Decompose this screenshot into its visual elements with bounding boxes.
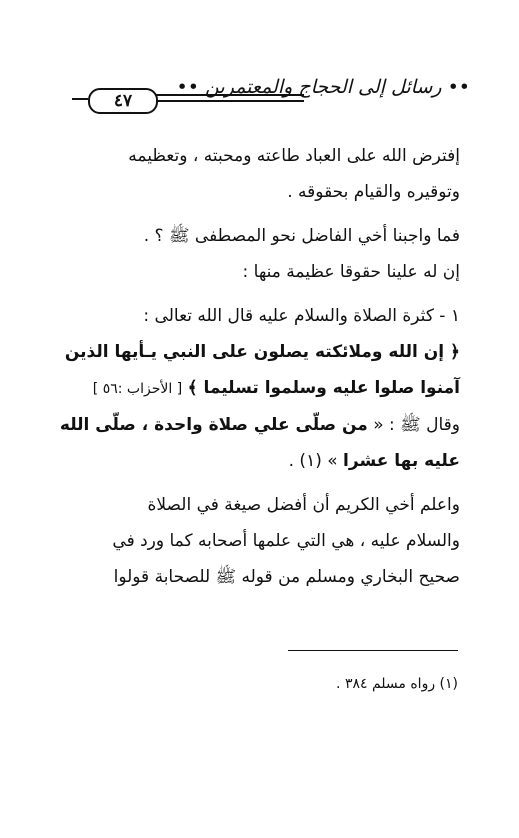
paragraph-first-right — [59, 298, 460, 479]
footnote-separator — [288, 650, 458, 651]
hadith-text: عليه بها عشرا — [343, 451, 460, 471]
hadith-citation: » (١) . — [288, 451, 338, 471]
text-line: والسلام عليه ، هي التي علمها أصحابه كما ورد في — [112, 531, 460, 551]
text-line: إن له علينا حقوقا عظيمة منها : — [242, 262, 460, 282]
running-title: •• رسائل إلى الحجاج والمعتمرين •• — [176, 76, 470, 98]
page-body — [59, 138, 460, 595]
hadith-intro: وقال ﷺ : « — [373, 415, 460, 435]
verse-reference: [ الأحزاب :٥٦ ] — [92, 381, 183, 397]
text-line: صحيح البخاري ومسلم من قوله ﷺ للصحابة قولوا — [113, 567, 460, 587]
footnote: (١) رواه مسلم ٣٨٤ . — [336, 676, 458, 692]
quran-verse-line: ﴿ إن الله وملائكته يصلون على النبي يـأيها الذين — [64, 342, 460, 362]
paragraph-question — [72, 218, 460, 290]
page-header — [70, 72, 470, 116]
quran-verse-text: آمنوا صلوا عليه وسلموا تسليما ﴾ — [187, 378, 460, 398]
text-line: وتوقيره والقيام بحقوقه . — [287, 182, 460, 202]
paragraph-salawat-form — [72, 487, 460, 595]
hadith-text: من صلّى علي صلاة واحدة ، صلّى الله — [59, 415, 368, 435]
text-line: ١ - كثرة الصلاة والسلام عليه قال الله تعالى : — [143, 306, 460, 326]
text-line: واعلم أخي الكريم أن أفضل صيغة في الصلاة — [147, 495, 460, 515]
page-number: ٤٧ — [88, 88, 158, 114]
hadith-line — [59, 407, 460, 443]
text-line: فما واجبنا أخي الفاضل نحو المصطفى ﷺ ؟ . — [143, 226, 460, 246]
header-double-rule-bottom — [156, 100, 304, 102]
paragraph-intro — [72, 138, 460, 210]
text-line: إفترض الله على العباد طاعته ومحبته ، وتعظيمه — [128, 146, 460, 166]
hadith-line — [72, 443, 460, 479]
quran-verse-line — [72, 370, 460, 407]
header-rule — [72, 98, 88, 100]
